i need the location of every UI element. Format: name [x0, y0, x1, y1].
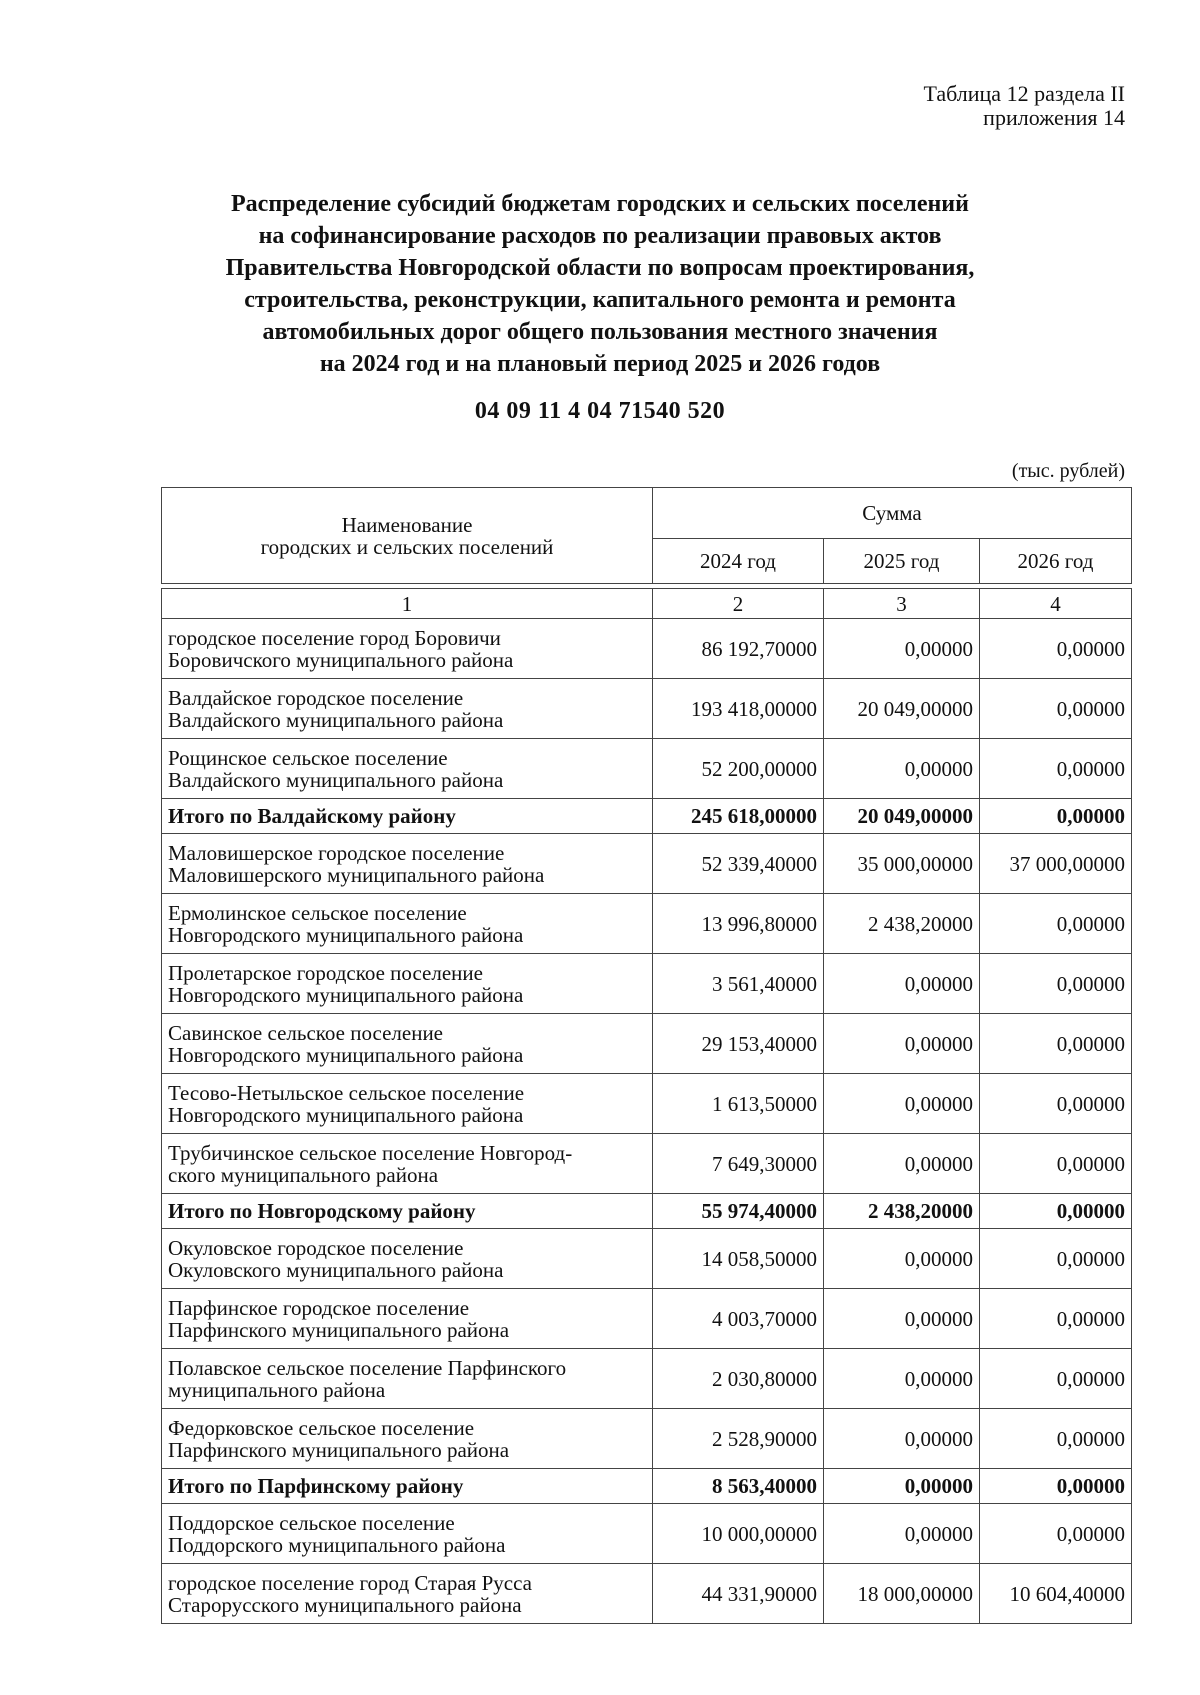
settlement-name-line: Валдайское городское поселение	[168, 685, 464, 710]
amount-2026: 0,00000	[980, 1289, 1132, 1349]
settlement-name	[162, 1134, 653, 1194]
settlement-name	[162, 1349, 653, 1409]
settlement-name	[162, 954, 653, 1014]
settlement-name-line: Поддорское сельское поселение	[168, 1510, 455, 1535]
settlement-name	[162, 1564, 653, 1624]
total-row	[162, 799, 1132, 834]
amount-2026: 0,00000	[980, 1504, 1132, 1564]
settlement-name-line: Новгородского муниципального района	[168, 922, 524, 947]
settlement-name	[162, 679, 653, 739]
table-row	[162, 1289, 1132, 1349]
amount-2024: 8 563,40000	[653, 1469, 824, 1504]
settlement-name-line: Полавское сельское поселение Парфинского	[168, 1355, 567, 1380]
header-name-line-1: Наименование	[341, 512, 473, 537]
amount-2025: 0,00000	[824, 1349, 980, 1409]
amount-2025: 0,00000	[824, 1289, 980, 1349]
document-title	[150, 188, 1050, 380]
amount-2025: 0,00000	[824, 1014, 980, 1074]
settlement-name-line: Итого по Валдайскому району	[168, 804, 456, 828]
settlement-name	[162, 1289, 653, 1349]
table-row	[162, 834, 1132, 894]
title-line: строительства, реконструкции, капитального ремонта и ремонта	[244, 287, 956, 313]
amount-2025: 0,00000	[824, 739, 980, 799]
header-2026: 2026 год	[980, 539, 1132, 584]
column-index: 2	[653, 589, 824, 619]
settlement-name-line: Федорковское сельское поселение	[168, 1415, 475, 1440]
subsidy-table	[161, 487, 1132, 1624]
amount-2024: 29 153,40000	[653, 1014, 824, 1074]
table-reference	[923, 82, 1125, 130]
column-index: 3	[824, 589, 980, 619]
settlement-name-line: Парфинского муниципального района	[168, 1317, 510, 1342]
settlement-name-line: Поддорского муниципального района	[168, 1532, 506, 1557]
amount-2026: 0,00000	[980, 1469, 1132, 1504]
table-row	[162, 1564, 1132, 1624]
total-row	[162, 1194, 1132, 1229]
settlement-name-line: Парфинского муниципального района	[168, 1437, 510, 1462]
amount-2024: 2 528,90000	[653, 1409, 824, 1469]
header-name-line-2: городских и сельских поселений	[260, 534, 554, 559]
amount-2024: 44 331,90000	[653, 1564, 824, 1624]
settlement-name	[162, 1409, 653, 1469]
amount-2026: 0,00000	[980, 1014, 1132, 1074]
amount-2026: 0,00000	[980, 799, 1132, 834]
amount-2026: 10 604,40000	[980, 1564, 1132, 1624]
header-sum: Сумма	[653, 488, 1132, 539]
amount-2024: 52 339,40000	[653, 834, 824, 894]
amount-2024: 1 613,50000	[653, 1074, 824, 1134]
amount-2026: 0,00000	[980, 1409, 1132, 1469]
reference-line-1: Таблица 12 раздела II	[923, 81, 1125, 106]
amount-2026: 0,00000	[980, 1349, 1132, 1409]
amount-2024: 13 996,80000	[653, 894, 824, 954]
settlement-name-line: городское поселение город Боровичи	[168, 625, 501, 650]
total-row	[162, 1469, 1132, 1504]
settlement-name	[162, 1194, 653, 1229]
table-row	[162, 1014, 1132, 1074]
settlement-name-line: Старорусского муниципального района	[168, 1592, 522, 1617]
table-row	[162, 619, 1132, 679]
settlement-name-line: городское поселение город Старая Русса	[168, 1570, 532, 1595]
column-index: 1	[162, 589, 653, 619]
amount-2025: 2 438,20000	[824, 894, 980, 954]
settlement-name	[162, 894, 653, 954]
header-2025: 2025 год	[824, 539, 980, 584]
settlement-name-line: Валдайского муниципального района	[168, 767, 504, 792]
settlement-name-line: Новгородского муниципального района	[168, 1102, 524, 1127]
settlement-name-line: Ермолинское сельское поселение	[168, 900, 467, 925]
budget-code: 04 09 11 4 04 71540 520	[474, 398, 726, 424]
settlement-name-line: Итого по Новгородскому району	[168, 1199, 476, 1223]
settlement-name-line: Маловишерского муниципального района	[168, 862, 545, 887]
settlement-name-line: Боровичского муниципального района	[168, 647, 514, 672]
amount-2024: 4 003,70000	[653, 1289, 824, 1349]
settlement-name-line: Валдайского муниципального района	[168, 707, 504, 732]
amount-2025: 20 049,00000	[824, 679, 980, 739]
settlement-name-line: Итого по Парфинскому району	[168, 1474, 464, 1498]
settlement-name	[162, 1014, 653, 1074]
settlement-name	[162, 1074, 653, 1134]
amount-2026: 0,00000	[980, 1229, 1132, 1289]
table-row	[162, 1349, 1132, 1409]
amount-2025: 0,00000	[824, 1134, 980, 1194]
settlement-name	[162, 1229, 653, 1289]
amount-2025: 0,00000	[824, 954, 980, 1014]
settlement-name	[162, 739, 653, 799]
table-row	[162, 739, 1132, 799]
settlement-name-line: Окуловского муниципального района	[168, 1257, 504, 1282]
table-row	[162, 679, 1132, 739]
amount-2026: 0,00000	[980, 679, 1132, 739]
amount-2025: 0,00000	[824, 1074, 980, 1134]
amount-2026: 37 000,00000	[980, 834, 1132, 894]
table-row	[162, 1504, 1132, 1564]
amount-2025: 35 000,00000	[824, 834, 980, 894]
title-line: Правительства Новгородской области по вопросам проектирования,	[225, 255, 975, 281]
amount-2024: 7 649,30000	[653, 1134, 824, 1194]
settlement-name	[162, 619, 653, 679]
amount-2024: 245 618,00000	[653, 799, 824, 834]
amount-2024: 14 058,50000	[653, 1229, 824, 1289]
amount-2026: 0,00000	[980, 894, 1132, 954]
settlement-name-line: Маловишерское городское поселение	[168, 840, 505, 865]
amount-2025: 0,00000	[824, 1409, 980, 1469]
title-line: автомобильных дорог общего пользования местного значения	[262, 319, 938, 345]
amount-2026: 0,00000	[980, 954, 1132, 1014]
title-line: на 2024 год и на плановый период 2025 и 2026 годов	[319, 351, 881, 377]
settlement-name-line: Рощинское сельское поселение	[168, 745, 448, 770]
reference-line-2: приложения 14	[983, 105, 1125, 130]
settlement-name	[162, 1504, 653, 1564]
amount-2026: 0,00000	[980, 1194, 1132, 1229]
amount-2024: 10 000,00000	[653, 1504, 824, 1564]
settlement-name-line: ского муниципального района	[168, 1162, 439, 1187]
units-label: (тыс. рублей)	[1011, 460, 1125, 482]
amount-2025: 20 049,00000	[824, 799, 980, 834]
column-index: 4	[980, 589, 1132, 619]
settlement-name-line: Новгородского муниципального района	[168, 982, 524, 1007]
header-name	[162, 488, 653, 584]
settlement-name	[162, 1469, 653, 1504]
header-row	[162, 488, 1132, 539]
amount-2025: 18 000,00000	[824, 1564, 980, 1624]
settlement-name-line: Пролетарское городское поселение	[168, 960, 483, 985]
amount-2026: 0,00000	[980, 1134, 1132, 1194]
amount-2025: 2 438,20000	[824, 1194, 980, 1229]
settlement-name-line: Савинское сельское поселение	[168, 1020, 443, 1045]
amount-2025: 0,00000	[824, 619, 980, 679]
amount-2025: 0,00000	[824, 1229, 980, 1289]
amount-2024: 52 200,00000	[653, 739, 824, 799]
table-row	[162, 894, 1132, 954]
amount-2026: 0,00000	[980, 1074, 1132, 1134]
settlement-name-line: Трубичинское сельское поселение Новгород-	[168, 1140, 573, 1165]
table-row	[162, 1229, 1132, 1289]
table-row	[162, 954, 1132, 1014]
title-line: Распределение субсидий бюджетам городских и сельских поселений	[231, 191, 969, 217]
amount-2026: 0,00000	[980, 739, 1132, 799]
column-index-row	[162, 589, 1132, 619]
settlement-name-line: муниципального района	[168, 1377, 386, 1402]
header-2024: 2024 год	[653, 539, 824, 584]
table-row	[162, 1409, 1132, 1469]
amount-2025: 0,00000	[824, 1504, 980, 1564]
amount-2024: 86 192,70000	[653, 619, 824, 679]
amount-2024: 193 418,00000	[653, 679, 824, 739]
settlement-name-line: Новгородского муниципального района	[168, 1042, 524, 1067]
amount-2024: 3 561,40000	[653, 954, 824, 1014]
amount-2024: 2 030,80000	[653, 1349, 824, 1409]
title-line: на софинансирование расходов по реализации правовых актов	[258, 223, 942, 249]
amount-2026: 0,00000	[980, 619, 1132, 679]
settlement-name-line: Парфинское городское поселение	[168, 1295, 470, 1320]
amount-2024: 55 974,40000	[653, 1194, 824, 1229]
table-row	[162, 1074, 1132, 1134]
settlement-name	[162, 834, 653, 894]
settlement-name-line: Тесово-Нетыльское сельское поселение	[168, 1080, 525, 1105]
settlement-name	[162, 799, 653, 834]
amount-2025: 0,00000	[824, 1469, 980, 1504]
settlement-name-line: Окуловское городское поселение	[168, 1235, 464, 1260]
table-row	[162, 1134, 1132, 1194]
